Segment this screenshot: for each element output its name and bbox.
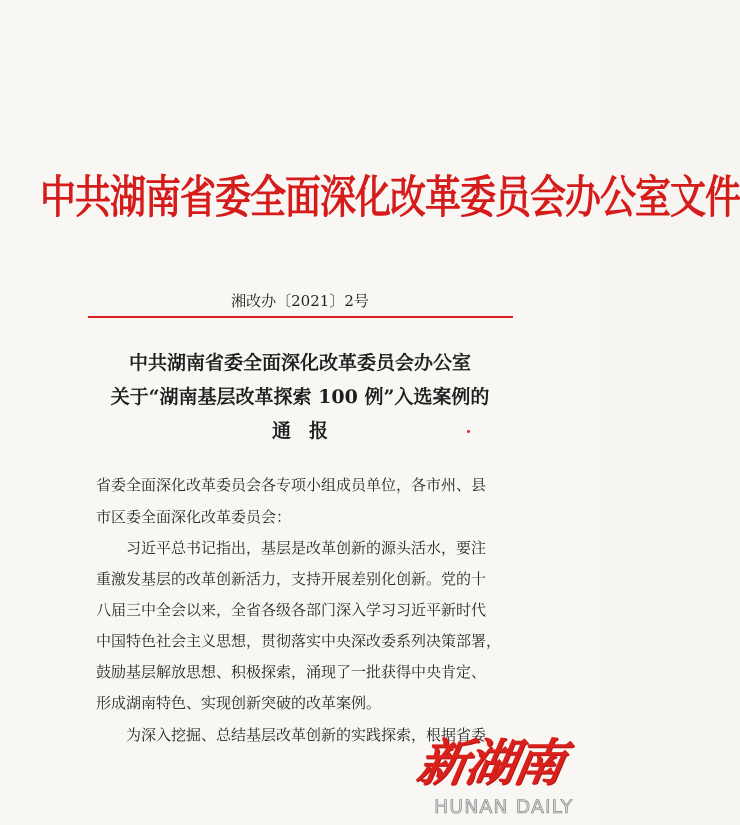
watermark-logo-text: 新湖南 xyxy=(412,733,568,792)
body-line: 中国特色社会主义思想，贯彻落实中央深改委系列决策部署， xyxy=(96,632,502,650)
body-line: 八届三中全会以来，全省各级各部门深入学习习近平新时代 xyxy=(96,601,487,619)
body-line: 形成湖南特色、实现创新突破的改革案例。 xyxy=(96,694,382,712)
title-line-1: 中共湖南省委全面深化改革委员会办公室 xyxy=(128,352,471,374)
hunan-daily-watermark xyxy=(412,732,588,822)
document-number: 湘改办〔2021〕2号 xyxy=(231,292,369,310)
body-line: 习近平总书记指出，基层是改革创新的源头活水，要注 xyxy=(96,539,487,557)
title-line-2: 关于“湖南基层改革探索 100 例”入选案例的 xyxy=(110,386,490,408)
title-line-3: 通报 xyxy=(271,420,346,442)
red-divider-line xyxy=(88,316,513,318)
body-line: 为深入挖掘、总结基层改革创新的实践探索，根据省委 xyxy=(96,726,487,744)
body-line: 重激发基层的改革创新活力，支持开展差别化创新。党的十 xyxy=(96,570,487,588)
issuer-header: 中共湖南省委全面深化改革委员会办公室文件 xyxy=(40,171,740,224)
body-line: 市区委全面深化改革委员会： xyxy=(96,508,292,526)
body-line: 省委全面深化改革委员会各专项小组成员单位，各市州、县 xyxy=(96,476,487,494)
watermark-subtitle: HUNAN DAILY xyxy=(434,796,574,818)
red-ink-dot xyxy=(467,430,470,433)
body-line: 鼓励基层解放思想、积极探索，涌现了一批获得中央肯定、 xyxy=(96,663,487,681)
